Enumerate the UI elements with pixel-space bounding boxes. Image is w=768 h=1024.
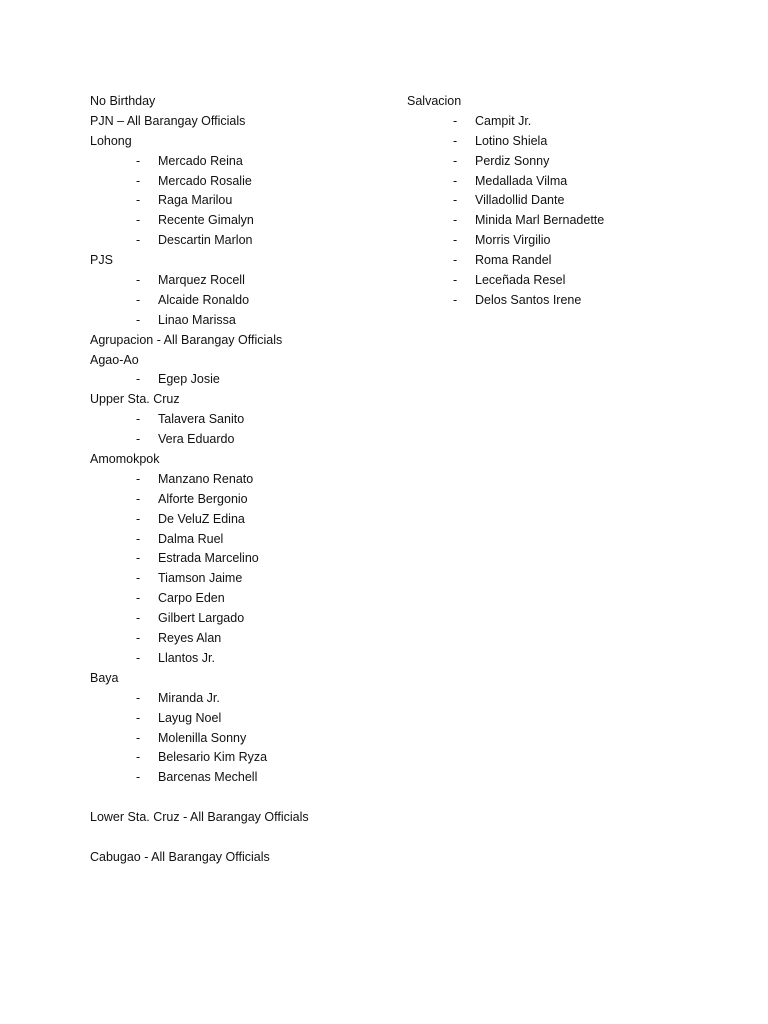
member-name: Recente Gimalyn: [158, 213, 254, 228]
list-item: [90, 510, 390, 530]
dash: -: [136, 153, 141, 168]
member-name: Layug Noel: [158, 710, 222, 725]
agao-ao-list: [90, 370, 390, 390]
list-item: [90, 490, 390, 510]
heading-cabugao: Cabugao - All Barangay Officials: [90, 849, 270, 864]
lohong-list: [90, 152, 390, 251]
dash: -: [136, 312, 141, 327]
member-name: Raga Marilou: [158, 193, 233, 208]
dash: -: [136, 591, 141, 606]
pjs-list: [90, 271, 390, 331]
dash: -: [136, 292, 141, 307]
amomokpok-list: [90, 470, 390, 669]
list-item: [90, 311, 390, 331]
list-item: [407, 251, 707, 271]
dash: -: [136, 511, 141, 526]
list-item: [90, 470, 390, 490]
member-name: Molenilla Sonny: [158, 730, 247, 745]
heading-pjn: PJN – All Barangay Officials: [90, 113, 246, 128]
dash: -: [136, 750, 141, 765]
member-name: Alcaide Ronaldo: [158, 292, 250, 307]
list-item: [407, 112, 707, 132]
baya-list: [90, 689, 390, 788]
member-name: Minida Marl Bernadette: [475, 213, 605, 228]
left-column: [90, 92, 390, 868]
list-item: [407, 291, 707, 311]
list-item: [90, 649, 390, 669]
heading-agrupacion: Agrupacion - All Barangay Officials: [90, 332, 283, 347]
list-item: [90, 729, 390, 749]
list-item: [90, 569, 390, 589]
member-name: Dalma Ruel: [158, 531, 224, 546]
member-name: Alforte Bergonio: [158, 491, 248, 506]
member-name: Perdiz Sonny: [475, 153, 550, 168]
member-name: Mercado Reina: [158, 153, 243, 168]
member-name: Roma Randel: [475, 253, 552, 268]
dash: -: [136, 213, 141, 228]
list-item: [90, 172, 390, 192]
heading-lower-sta-cruz: Lower Sta. Cruz - All Barangay Officials: [90, 810, 309, 825]
dash: -: [136, 710, 141, 725]
dash: -: [136, 611, 141, 626]
salvacion-list: [407, 112, 707, 311]
list-item: [90, 410, 390, 430]
list-item: [90, 231, 390, 251]
dash: -: [136, 173, 141, 188]
heading-upper-sta-cruz: Upper Sta. Cruz: [90, 392, 180, 407]
list-item: [407, 211, 707, 231]
dash: -: [453, 113, 458, 128]
heading-lohong: Lohong: [90, 133, 132, 148]
list-item: [90, 191, 390, 211]
dash: -: [453, 173, 458, 188]
dash: -: [136, 432, 141, 447]
spacer: [90, 788, 390, 808]
dash: -: [136, 491, 141, 506]
member-name: Belesario Kim Ryza: [158, 750, 268, 765]
dash: -: [136, 571, 141, 586]
member-name: Lotino Shiela: [475, 133, 548, 148]
dash: -: [136, 730, 141, 745]
member-name: Egep Josie: [158, 372, 220, 387]
heading-amomokpok: Amomokpok: [90, 452, 160, 467]
member-name: Estrada Marcelino: [158, 551, 259, 566]
dash: -: [453, 153, 458, 168]
dash: -: [136, 412, 141, 427]
list-item: [90, 689, 390, 709]
member-name: Gilbert Largado: [158, 611, 245, 626]
heading-salvacion: Salvacion: [407, 94, 462, 108]
heading-no-birthday: No Birthday: [90, 94, 156, 108]
list-item: [90, 370, 390, 390]
member-name: Villadollid Dante: [475, 193, 565, 208]
dash: -: [136, 471, 141, 486]
heading-pjs: PJS: [90, 253, 113, 268]
list-item: [90, 430, 390, 450]
member-name: Linao Marissa: [158, 312, 236, 327]
dash: -: [453, 292, 458, 307]
member-name: Descartin Marlon: [158, 233, 253, 248]
list-item: [90, 271, 390, 291]
member-name: Carpo Eden: [158, 591, 225, 606]
member-name: De VeluZ Edina: [158, 511, 245, 526]
spacer: [90, 828, 390, 848]
dash: -: [136, 193, 141, 208]
dash: -: [453, 253, 458, 268]
member-name: Marquez Rocell: [158, 273, 245, 288]
dash: -: [136, 551, 141, 566]
dash: -: [136, 631, 141, 646]
list-item: [407, 132, 707, 152]
dash: -: [453, 193, 458, 208]
list-item: [90, 211, 390, 231]
list-item: [90, 549, 390, 569]
dash: -: [453, 273, 458, 288]
list-item: [90, 609, 390, 629]
list-item: [90, 768, 390, 788]
list-item: [407, 191, 707, 211]
dash: -: [136, 233, 141, 248]
list-item: [90, 629, 390, 649]
list-item: [407, 172, 707, 192]
member-name: Reyes Alan: [158, 631, 222, 646]
member-name: Miranda Jr.: [158, 690, 220, 705]
list-item: [90, 709, 390, 729]
right-column: [407, 92, 707, 311]
member-name: Mercado Rosalie: [158, 173, 252, 188]
list-item: [407, 271, 707, 291]
dash: -: [136, 531, 141, 546]
dash: -: [136, 770, 141, 785]
dash: -: [136, 690, 141, 705]
member-name: Medallada Vilma: [475, 173, 568, 188]
list-item: [90, 748, 390, 768]
member-name: Barcenas Mechell: [158, 770, 258, 785]
list-item: [90, 291, 390, 311]
member-name: Tiamson Jaime: [158, 571, 243, 586]
list-item: [90, 152, 390, 172]
list-item: [90, 589, 390, 609]
dash: -: [136, 372, 141, 387]
heading-baya: Baya: [90, 670, 119, 685]
dash: -: [453, 213, 458, 228]
member-name: Morris Virgilio: [475, 233, 551, 248]
dash: -: [453, 233, 458, 248]
upper-sta-cruz-list: [90, 410, 390, 450]
heading-agao-ao: Agao-Ao: [90, 352, 139, 367]
list-item: [90, 530, 390, 550]
dash: -: [136, 650, 141, 665]
dash: -: [453, 133, 458, 148]
list-item: [407, 152, 707, 172]
member-name: Campit Jr.: [475, 113, 532, 128]
member-name: Talavera Sanito: [158, 412, 245, 427]
member-name: Llantos Jr.: [158, 650, 215, 665]
dash: -: [136, 273, 141, 288]
list-item: [407, 231, 707, 251]
member-name: Leceñada Resel: [475, 273, 566, 288]
member-name: Vera Eduardo: [158, 432, 235, 447]
member-name: Delos Santos Irene: [475, 292, 582, 307]
member-name: Manzano Renato: [158, 471, 254, 486]
